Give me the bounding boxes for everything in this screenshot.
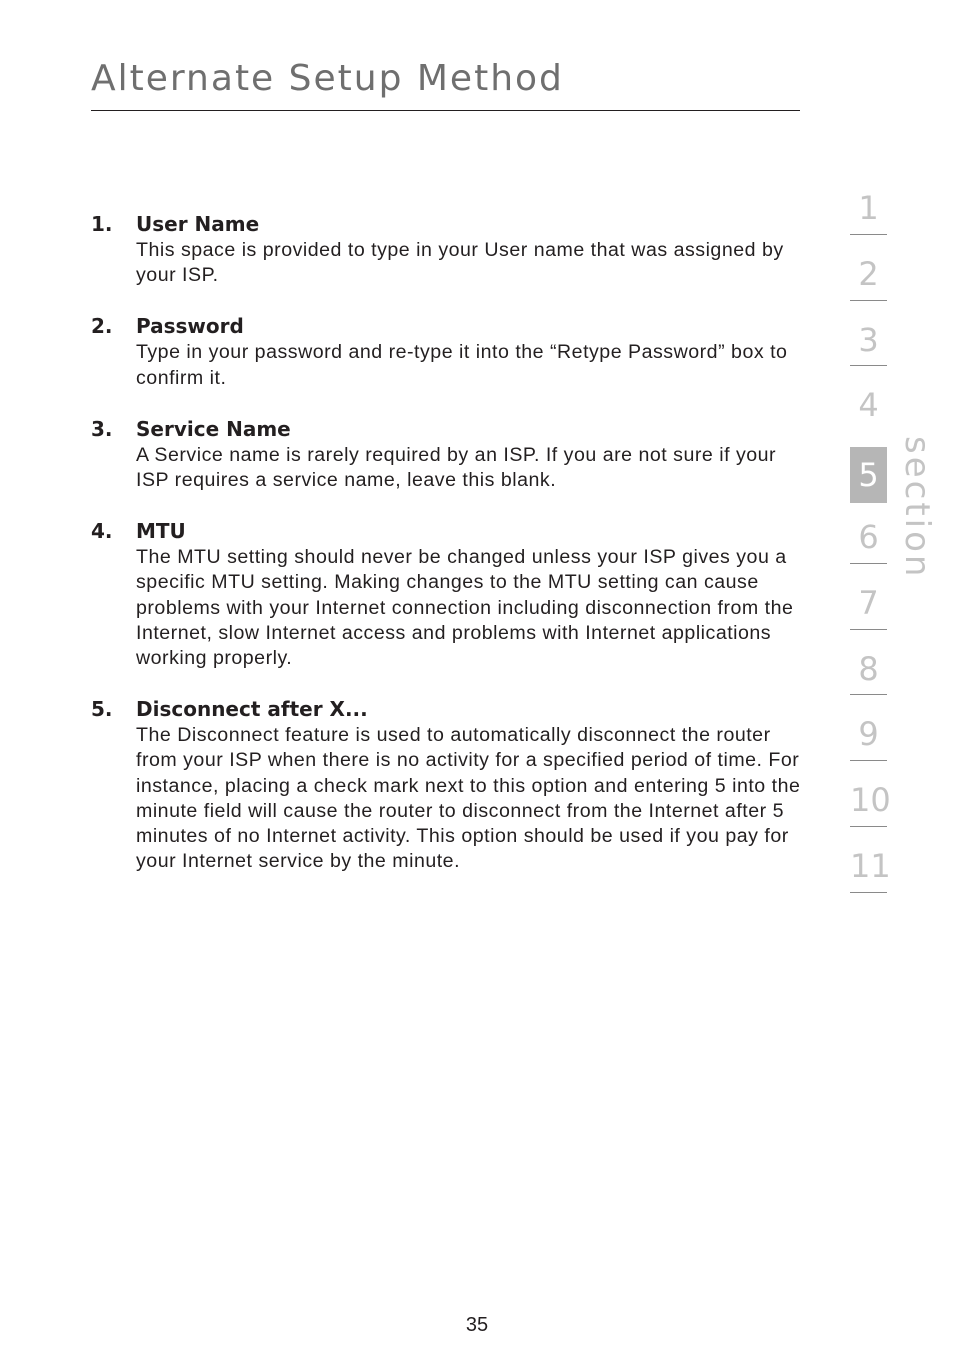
section-tab-number: 1 bbox=[858, 189, 879, 227]
section-nav bbox=[850, 184, 891, 908]
list-item-user-name bbox=[91, 210, 811, 288]
list-item-number: 1. bbox=[91, 212, 113, 236]
section-tab-divider bbox=[850, 629, 887, 630]
section-tab-number: 5 bbox=[850, 447, 887, 503]
section-tab-divider bbox=[850, 826, 887, 827]
list-item-password bbox=[91, 312, 811, 390]
section-tab-divider bbox=[850, 300, 887, 301]
list-item-mtu bbox=[91, 517, 811, 671]
section-tab-6[interactable] bbox=[850, 513, 887, 579]
section-tab-divider bbox=[850, 760, 887, 761]
list-item-number: 3. bbox=[91, 416, 113, 441]
list-item-disconnect bbox=[91, 695, 811, 874]
section-tab-11[interactable] bbox=[850, 842, 891, 908]
list-item-body: The Disconnect feature is used to automatically disconnect the router from your ISP when there is no activity for a specified period of time. For instance, placing a check mark next to this option and entering 5 into the minute field will cause the router to disconnect from the Internet after 5 minutes of no Internet activity. This option should be used if you pay for your Internet service by the minute. bbox=[136, 724, 801, 873]
section-tab-1[interactable] bbox=[850, 184, 887, 250]
section-tab-4[interactable] bbox=[850, 381, 887, 447]
section-label: section bbox=[897, 436, 937, 580]
list-item-heading: Service Name bbox=[136, 416, 291, 441]
section-tab-2[interactable] bbox=[850, 250, 887, 316]
list-item-body: Type in your password and re-type it into the “Retype Password” box to confirm it. bbox=[136, 341, 788, 389]
numbered-list bbox=[91, 210, 811, 898]
section-tab-number: 2 bbox=[858, 254, 879, 293]
section-tab-number: 8 bbox=[858, 649, 879, 688]
list-item-heading: Disconnect after X... bbox=[136, 697, 368, 722]
list-item-heading: Password bbox=[136, 314, 244, 339]
section-tab-divider bbox=[850, 234, 887, 235]
list-item-service-name bbox=[91, 415, 811, 493]
list-item-number: 5. bbox=[91, 697, 113, 722]
list-item-number: 2. bbox=[91, 314, 113, 339]
section-tab-number: 9 bbox=[858, 715, 879, 754]
section-tab-number: 4 bbox=[858, 386, 879, 425]
section-tab-9[interactable] bbox=[850, 710, 887, 776]
section-tab-number: 6 bbox=[858, 517, 879, 556]
title-divider bbox=[91, 110, 800, 111]
section-tab-10[interactable] bbox=[850, 776, 891, 842]
section-tab-7[interactable] bbox=[850, 579, 887, 645]
section-tab-divider bbox=[850, 892, 887, 893]
list-item-heading: MTU bbox=[136, 519, 186, 544]
section-tab-divider bbox=[850, 694, 887, 695]
section-tab-8[interactable] bbox=[850, 645, 887, 711]
section-tab-number: 11 bbox=[850, 846, 891, 885]
section-tab-divider bbox=[850, 365, 887, 366]
list-item-heading: User Name bbox=[136, 212, 260, 236]
section-tab-3[interactable] bbox=[850, 316, 887, 382]
page-title: Alternate Setup Method bbox=[91, 58, 564, 99]
section-tab-number: 3 bbox=[858, 320, 879, 359]
list-item-body: A Service name is rarely required by an ISP. If you are not sure if your ISP requires a service name, leave this blank. bbox=[136, 443, 777, 492]
list-item-body: The MTU setting should never be changed unless your ISP gives you a specific MTU setting. Making changes to the MTU setting can cause problems with your Internet connection including disconnection from the Internet, slow Internet access and problems with Internet applications working properly. bbox=[136, 546, 794, 670]
section-tab-number: 10 bbox=[850, 781, 891, 820]
section-tab-number: 7 bbox=[858, 583, 879, 622]
list-item-number: 4. bbox=[91, 519, 113, 544]
list-item-body: This space is provided to type in your User name that was assigned by your ISP. bbox=[136, 239, 784, 287]
section-tab-divider bbox=[850, 563, 887, 564]
page-number: 35 bbox=[465, 1314, 489, 1336]
section-tab-5-active[interactable] bbox=[850, 447, 887, 513]
